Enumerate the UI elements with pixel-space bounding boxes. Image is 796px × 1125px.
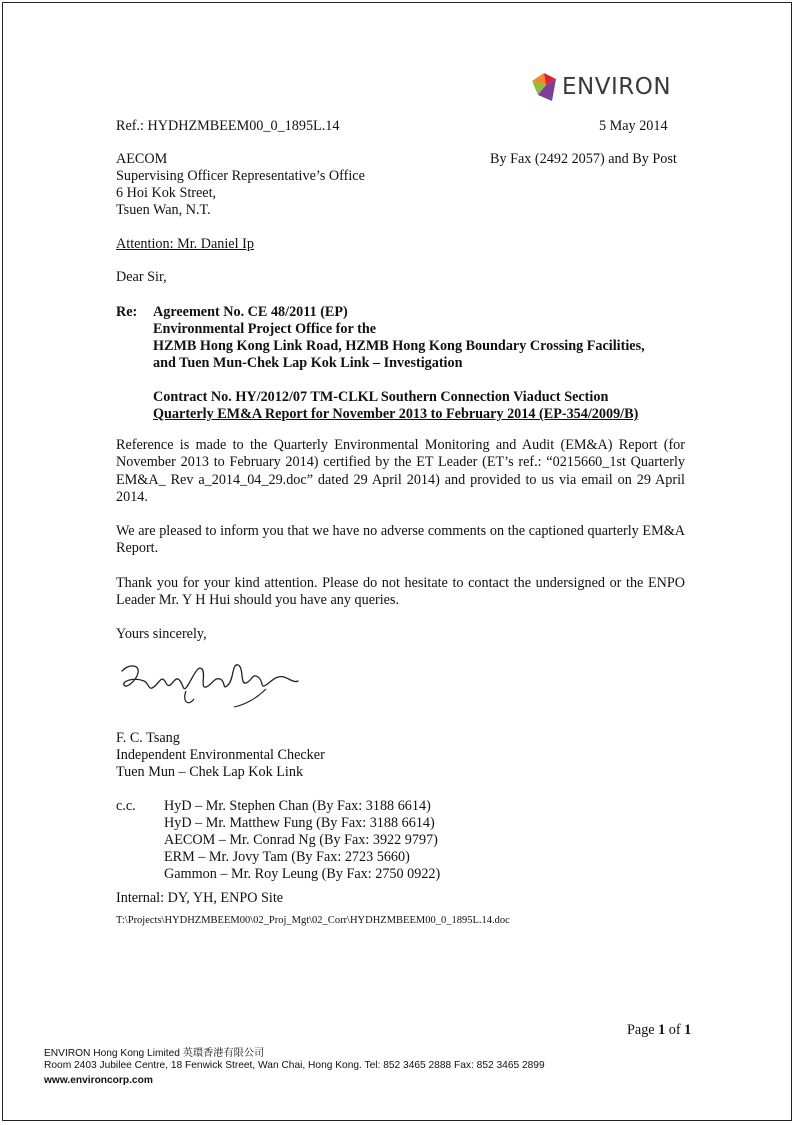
page-number [627,1022,691,1039]
addressee-line: Tsuen Wan, N.T. [116,202,211,218]
report-title-line: Quarterly EM&A Report for November 2013 to February 2014 (EP-354/2009/B) [153,406,639,422]
cc-item: AECOM – Mr. Conrad Ng (By Fax: 3922 9797) [164,832,438,848]
signatory-name: F. C. Tsang [116,730,180,746]
logo-wordmark: ENVIRON [562,74,672,100]
page-prefix: Page [627,1022,659,1038]
letter-date: 5 May 2014 [599,118,668,134]
environ-logo [528,71,678,105]
cc-item: HyD – Mr. Stephen Chan (By Fax: 3188 6614) [164,798,431,814]
addressee-line: AECOM [116,151,168,167]
cc-label: c.c. [116,798,136,814]
footer-company: ENVIRON Hong Kong Limited 英環香港有限公司 [44,1048,265,1059]
cc-item: Gammon – Mr. Roy Leung (By Fax: 2750 0922) [164,866,441,882]
subject-line: HZMB Hong Kong Link Road, HZMB Hong Kong Boundary Crossing Facilities, [153,338,645,354]
subject-line: Agreement No. CE 48/2011 (EP) [153,304,348,320]
addressee-line: 6 Hoi Kok Street, [116,185,217,201]
page-of: of [665,1022,685,1038]
file-path: T:\Projects\HYDHZMBEEM00\02_Proj_Mgt\02_Corr\HYDHZMBEEM00_0_1895L.14.doc [116,915,510,926]
subject-line: Environmental Project Office for the [153,321,377,337]
body-paragraph-no-comments: We are pleased to inform you that we have no adverse comments on the captioned quarterly EM&A Report. [116,523,685,557]
handwritten-signature [116,655,301,710]
addressee-line: Supervising Officer Representative’s Office [116,168,365,184]
attention-line: Attention: Mr. Daniel Ip [116,236,254,252]
cc-item: HyD – Mr. Matthew Fung (By Fax: 3188 6614) [164,815,435,831]
body-paragraph-thanks: Thank you for your kind attention. Please do not hesitate to contact the undersigned or the ENPO Leader Mr. Y H Hui should you have any queries. [116,575,685,609]
footer-address: Room 2403 Jubilee Centre, 18 Fenwick Street, Wan Chai, Hong Kong. Tel: 852 3465 2888 Fax: 852 3465 2899 [44,1060,545,1071]
body-paragraph-reference: Reference is made to the Quarterly Environmental Monitoring and Audit (EM&A) Report (for November 2013 to February 2014) certified by the ET Leader (ET’s ref.: “0215660_1st Quarterly EM&A_ Rev a_2014_04_29.doc” dated 29 April 2014) and provided to us via email on 29 April 2014. [116,437,685,505]
letter-page [2,2,792,1121]
environ-logo-mark-icon [528,71,560,105]
closing: Yours sincerely, [116,626,207,642]
page-current: 1 [658,1022,666,1038]
re-label: Re: [116,304,138,320]
delivery-method: By Fax (2492 2057) and By Post [490,151,677,167]
salutation: Dear Sir, [116,269,167,285]
reference-number: Ref.: HYDHZMBEEM00_0_1895L.14 [116,118,340,134]
subject-line: and Tuen Mun-Chek Lap Kok Link – Investigation [153,355,463,371]
cc-item: ERM – Mr. Jovy Tam (By Fax: 2723 5660) [164,849,410,865]
contract-line: Contract No. HY/2012/07 TM-CLKL Southern Connection Viaduct Section [153,389,609,405]
page-total: 1 [684,1022,692,1038]
signatory-title: Independent Environmental Checker [116,747,325,763]
footer-website: www.environcorp.com [44,1075,153,1086]
internal-distribution: Internal: DY, YH, ENPO Site [116,890,284,906]
signatory-project: Tuen Mun – Chek Lap Kok Link [116,764,304,780]
